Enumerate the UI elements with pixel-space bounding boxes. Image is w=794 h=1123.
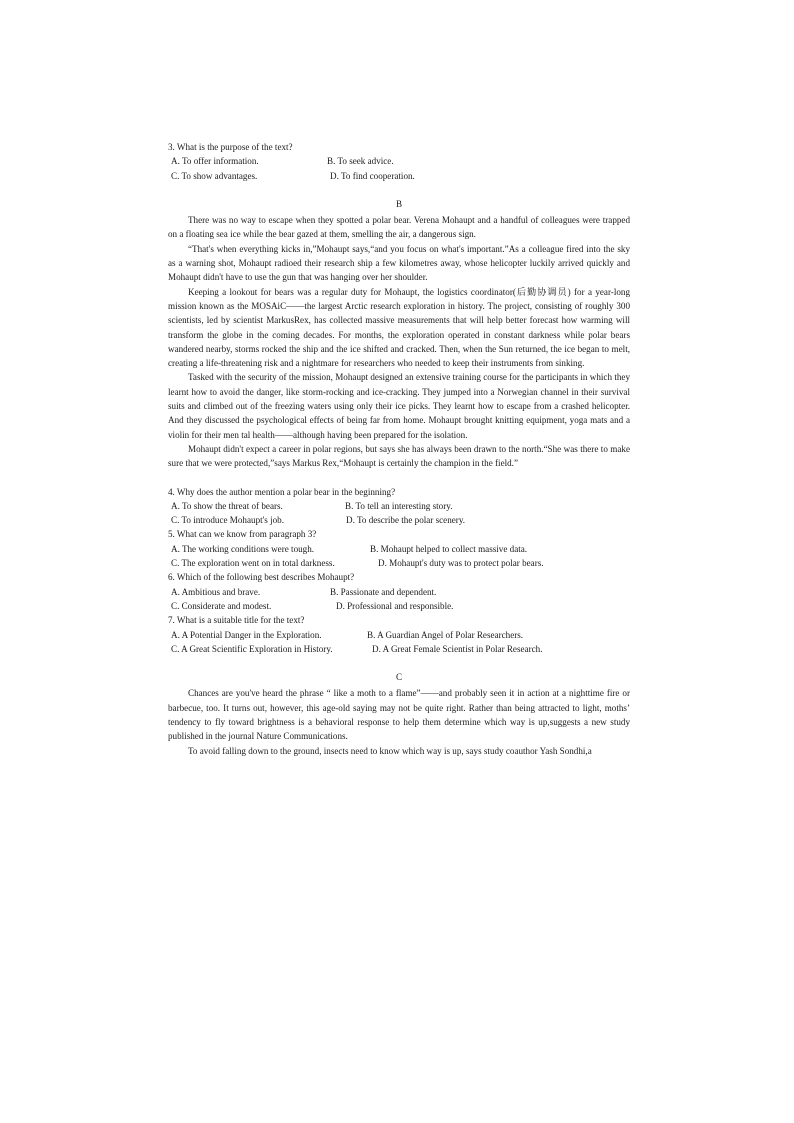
option-row bbox=[168, 599, 630, 613]
question-text: 5. What can we know from paragraph 3? bbox=[168, 529, 317, 540]
section-c bbox=[168, 670, 630, 758]
section-heading: B bbox=[395, 198, 403, 209]
option-a: A. Ambitious and brave. bbox=[171, 586, 261, 597]
option-b: B. To tell an interesting story. bbox=[345, 500, 453, 511]
option-c: C. To show advantages. bbox=[171, 170, 258, 181]
option-row bbox=[168, 642, 630, 656]
option-d: D. To describe the polar scenery. bbox=[346, 515, 466, 526]
question-text: 4. Why does the author mention a polar bear in the beginning? bbox=[168, 486, 396, 497]
option-d: D. Mohaupt's duty was to protect polar bears. bbox=[378, 558, 544, 569]
option-row bbox=[168, 513, 630, 527]
option-row bbox=[168, 585, 630, 599]
option-d: D. Professional and responsible. bbox=[336, 600, 454, 611]
paragraph: There was no way to escape when they spotted a polar bear. Verena Mohaupt and a handful of colleagues were trapped on a floating sea ice while the bear gazed at them, smelling the air, a dangerous sign. bbox=[168, 215, 630, 240]
option-c: C. Considerate and modest. bbox=[171, 600, 272, 611]
question-text: 7. What is a suitable title for the text? bbox=[168, 615, 305, 626]
page-content bbox=[168, 140, 630, 758]
paragraph: Chances are you've heard the phrase “ like a moth to a flame”——and probably seen it in action at a nighttime fire or barbecue, too. It turns out, however, this age-old saying may not be quite right. Rather than being attracted to light, moths’ tendency to fly toward brightness is a behavioral response to help them determine which way is up,suggests a new study published in the journal Nature Communications. bbox=[168, 688, 630, 742]
question-6 bbox=[168, 570, 630, 613]
option-a: A. A Potential Danger in the Exploration. bbox=[171, 629, 322, 640]
option-b: B. Passionate and dependent. bbox=[330, 586, 437, 597]
option-b: B. To seek advice. bbox=[327, 156, 394, 167]
question-3 bbox=[168, 140, 630, 183]
option-a: A. To show the threat of bears. bbox=[171, 500, 283, 511]
option-b: B. Mohaupt helped to collect massive data. bbox=[370, 543, 528, 554]
option-row bbox=[168, 542, 630, 556]
question-text: 3. What is the purpose of the text? bbox=[168, 142, 293, 152]
option-c: C. A Great Scientific Exploration in History. bbox=[171, 643, 333, 654]
question-4 bbox=[168, 485, 630, 528]
section-heading: C bbox=[395, 672, 403, 683]
option-row bbox=[168, 499, 630, 513]
paragraph: Keeping a lookout for bears was a regular duty for Mohaupt, the logistics coordinator(后勤协调员) for a year-long mission known as the MOSAiC——the largest Arctic research exploration in history. The project, consisting of roughly 300 scientists, led by scientist MarkusRex, has collected massive measurements that will help better forecast how warming will transform the globe in the coming decades. For months, the exploration operated in constant darkness while polar bears wandered nearby, storms rocked the ship and the ice shifted and cracked. Then, when the Sun returned, the ice began to melt, creating a life-threatening risk and a nightmare for researchers who needed to keep their instruments from sinking. bbox=[168, 286, 630, 369]
paragraph: To avoid falling down to the ground, insects need to know which way is up, says study coauthor Yash Sondhi,a bbox=[188, 745, 592, 756]
paragraph: “That's when everything kicks in,”Mohaupt says,“and you focus on what's important.”As a colleague fired into the sky as a warning shot, Mohaupt radioed their research ship a few kilometres away, whose helicopter luckily arrived quickly and Mohaupt didn't have to use the gun that was hanging over her shoulder. bbox=[168, 243, 630, 283]
question-7 bbox=[168, 613, 630, 656]
option-d: D. To find cooperation. bbox=[330, 170, 415, 181]
question-text: 6. Which of the following best describes Mohaupt? bbox=[168, 572, 355, 583]
option-b: B. A Guardian Angel of Polar Researchers. bbox=[367, 629, 524, 640]
paragraph: Mohaupt didn't expect a career in polar regions, but says she has always been drawn to the north.“She was there to make sure that we were protected,”says Markus Rex,“Mohaupt is certainly the champion in the field.” bbox=[168, 443, 630, 469]
option-d: D. A Great Female Scientist in Polar Research. bbox=[372, 643, 543, 654]
option-row bbox=[168, 169, 630, 183]
paragraph: Tasked with the security of the mission, Mohaupt designed an extensive training course for the participants in which they learnt how to avoid the danger, like storm-rocking and ice-cracking. They jumped into a Norwegian channel in their survival suits and climbed out of the freezing waters using only their ice picks. They learnt how to escape from a crashed helicopter. And they discussed the psychological effects of being far from home. Mohaupt brought knitting equipment, yoga mats and a violin for their men tal health——although having been prepared for the isolation. bbox=[168, 372, 630, 440]
option-a: A. The working conditions were tough. bbox=[171, 543, 315, 554]
question-5 bbox=[168, 527, 630, 570]
section-b bbox=[168, 197, 630, 471]
option-c: C. The exploration went on in total darkness. bbox=[171, 558, 335, 569]
option-a: A. To offer information. bbox=[171, 156, 259, 167]
option-row bbox=[168, 556, 630, 570]
option-c: C. To introduce Mohaupt's job. bbox=[171, 515, 284, 526]
option-row bbox=[168, 154, 630, 168]
option-row bbox=[168, 628, 630, 642]
